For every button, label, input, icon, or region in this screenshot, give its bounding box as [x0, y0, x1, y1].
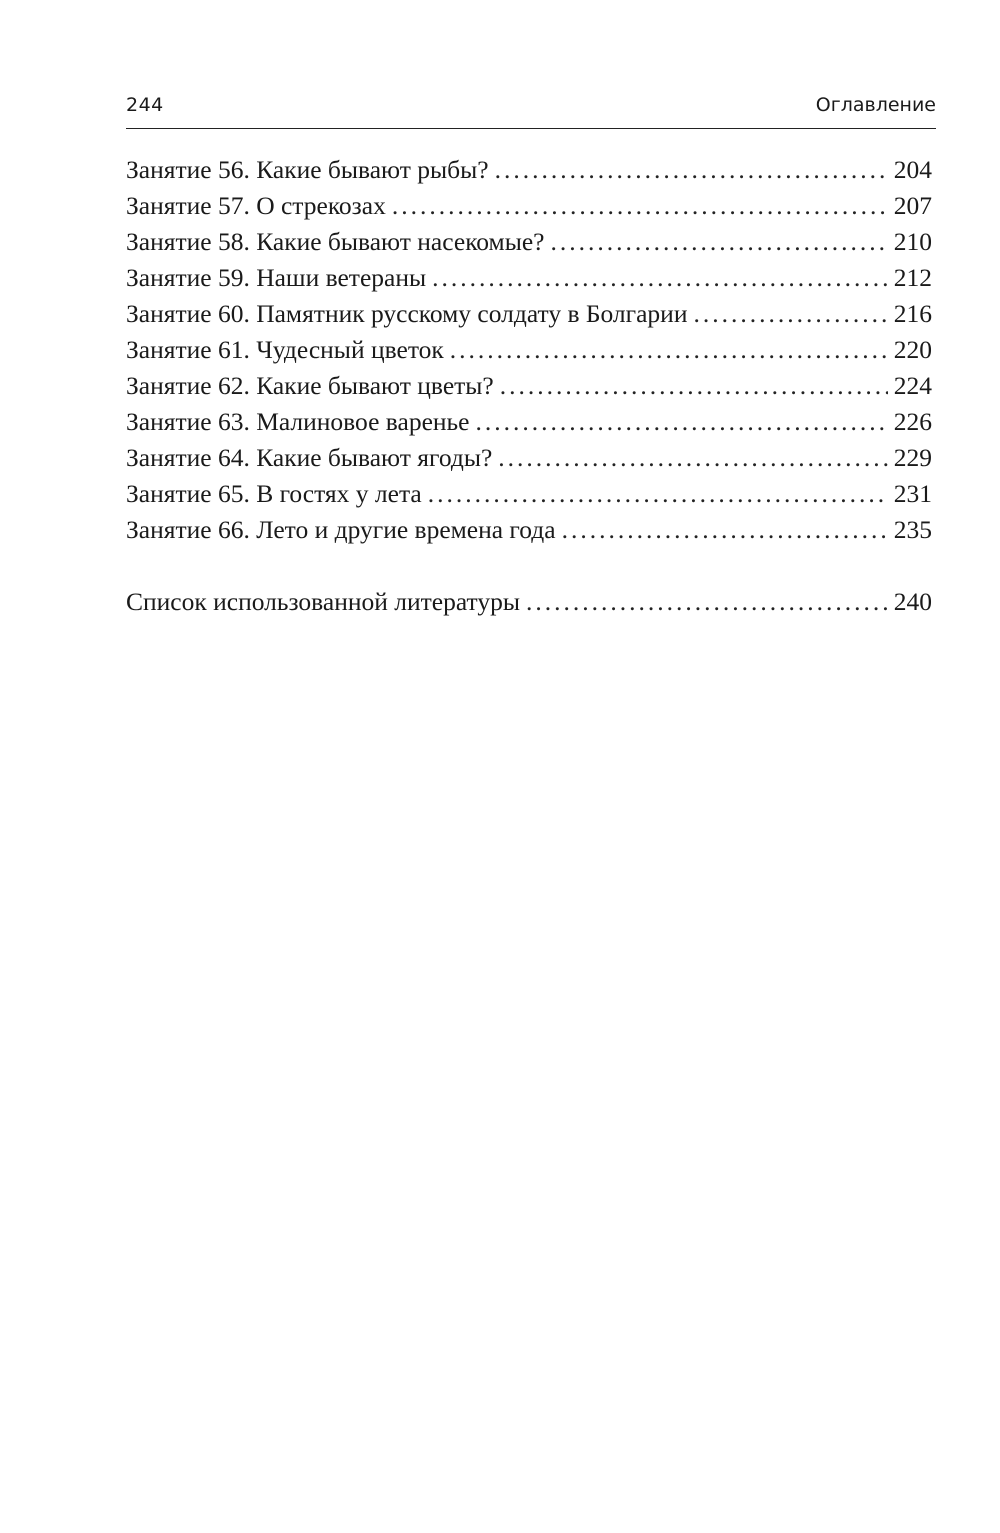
toc-entry-title: Занятие 56. Какие бывают рыбы?	[126, 155, 489, 184]
toc-entry-title: Занятие 62. Какие бывают цветы?	[126, 371, 494, 400]
toc-entry	[126, 476, 932, 512]
toc-entry-title: Занятие 65. В гостях у лета	[126, 479, 422, 508]
toc-entry-title: Занятие 63. Малиновое варенье	[126, 407, 470, 436]
toc-entry-title: Занятие 61. Чудесный цветок	[126, 335, 444, 364]
toc-entry	[126, 440, 932, 476]
toc-entry	[126, 332, 932, 368]
toc-entry-page: 229	[893, 443, 932, 472]
toc-entry-page: 220	[893, 335, 932, 364]
toc-entry-title: Занятие 66. Лето и другие времена года	[126, 515, 556, 544]
dot-leader	[392, 188, 888, 224]
toc-entry	[126, 224, 932, 260]
dot-leader	[500, 368, 888, 404]
page-number: 244	[126, 94, 164, 116]
dot-leader	[693, 296, 887, 332]
toc-entry	[126, 368, 932, 404]
toc-entry-page: 240	[893, 587, 932, 616]
dot-leader	[498, 440, 887, 476]
dot-leader	[526, 584, 888, 620]
dot-leader	[450, 332, 888, 368]
section-gap	[126, 548, 932, 584]
toc-entry-page: 207	[893, 191, 932, 220]
toc-entry-title: Занятие 60. Памятник русскому солдату в Болгарии	[126, 299, 688, 328]
dot-leader	[428, 476, 888, 512]
toc-entry-title: Занятие 57. О стрекозах	[126, 191, 386, 220]
page-header	[126, 90, 936, 129]
toc-entry-bibliography	[126, 584, 932, 620]
toc-entry-page: 224	[893, 371, 932, 400]
running-title: Оглавление	[815, 94, 936, 116]
toc-entry	[126, 188, 932, 224]
toc-entry-page: 204	[893, 155, 932, 184]
dot-leader	[476, 404, 888, 440]
toc-entry	[126, 404, 932, 440]
toc-entry-page: 210	[893, 227, 932, 256]
toc-entry-page: 212	[893, 263, 932, 292]
toc-entry-page: 235	[893, 515, 932, 544]
toc-entry	[126, 512, 932, 548]
table-of-contents	[126, 152, 932, 620]
dot-leader	[550, 224, 887, 260]
toc-entry-page: 226	[893, 407, 932, 436]
toc-entry	[126, 296, 932, 332]
toc-entry-title: Занятие 59. Наши ветераны	[126, 263, 427, 292]
toc-entry-title: Список использованной литературы	[126, 587, 520, 616]
toc-entry	[126, 152, 932, 188]
toc-entry-page: 216	[893, 299, 932, 328]
dot-leader	[432, 260, 888, 296]
dot-leader	[495, 152, 888, 188]
toc-entry-title: Занятие 64. Какие бывают ягоды?	[126, 443, 493, 472]
dot-leader	[562, 512, 888, 548]
toc-entry-page: 231	[893, 479, 932, 508]
toc-entry-title: Занятие 58. Какие бывают насекомые?	[126, 227, 545, 256]
toc-entry	[126, 260, 932, 296]
